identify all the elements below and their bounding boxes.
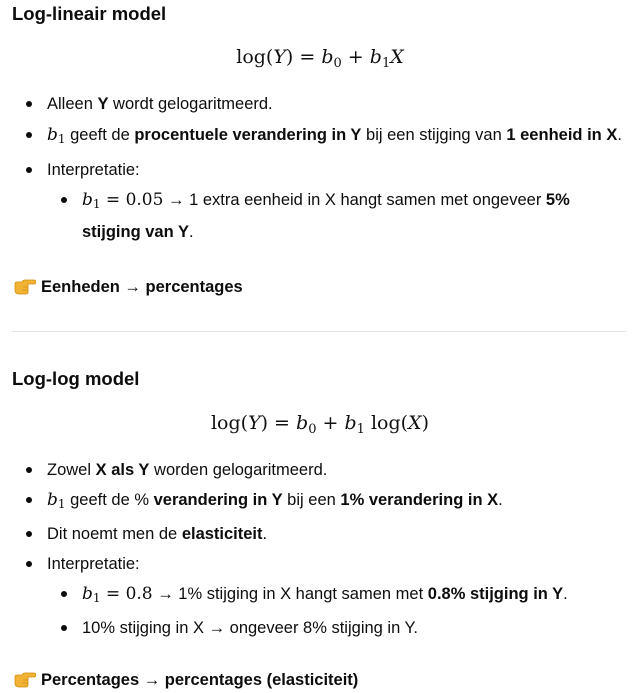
callout-text: Percentages → percentages (elasticiteit) <box>41 671 359 689</box>
divider <box>12 331 626 332</box>
eq-b0: b <box>321 46 334 68</box>
eq-b1: b <box>344 412 357 434</box>
math-b1-value: $b_1 = 0.8$ <box>82 584 153 605</box>
section-log-log <box>12 367 628 391</box>
list-item: 10% stijging in X → ongeveer 8% stijging in Y. <box>12 614 628 642</box>
eq-plus: + <box>341 46 370 68</box>
section-title: Log-lineair model <box>12 3 167 24</box>
eq-x: X <box>408 412 422 434</box>
eq-b1: b <box>369 46 382 68</box>
bullet-list <box>12 90 628 246</box>
eq-sub1: 1 <box>381 56 391 71</box>
callout-log-log <box>12 667 639 693</box>
list-item: $b_1$ geeft de procentuele verandering in Y bij een stijging van 1 eenheid in X. <box>12 121 628 153</box>
section-title: Log-log model <box>12 368 140 389</box>
eq-log: log( <box>210 412 249 434</box>
eq-equals: ) = <box>285 46 322 68</box>
math-b1: $b_1$ <box>47 490 66 511</box>
eq-y: Y <box>248 412 261 434</box>
equation-log-lineair <box>12 43 628 78</box>
eq-b0: b <box>296 412 309 434</box>
list-item: $b_1$ geeft de % verandering in Y bij een 1% verandering in X. <box>12 486 628 518</box>
eq-log-x: log( <box>364 412 409 434</box>
callout-text: Eenheden → percentages <box>41 278 243 296</box>
list-item: Interpretatie: <box>12 550 628 578</box>
list-item: Dit noemt men de elasticiteit. <box>12 520 628 548</box>
eq-sub1: 1 <box>356 422 365 437</box>
eq-equals: ) = <box>260 412 297 434</box>
math-b1-value: $b_1 = 0.05$ <box>82 190 164 211</box>
eq-log: log( <box>236 46 274 68</box>
math-b1: $b_1$ <box>47 125 66 146</box>
eq-plus: + <box>316 412 345 434</box>
list-item: Interpretatie: <box>12 156 628 184</box>
section-log-lineair <box>12 2 628 26</box>
callout-log-lineair <box>12 274 639 300</box>
list-item: $b_1 = 0.8 \to 1\%$ stijging in X hangt samen met 0.8% stijging in Y. <box>12 580 628 612</box>
bullet-list <box>12 456 628 642</box>
equation-log-log <box>12 409 628 444</box>
eq-close: ) <box>421 412 430 434</box>
list-item: Zowel X als Y worden gelogaritmeerd. <box>12 456 628 484</box>
eq-x: X <box>390 46 404 68</box>
backhand-index-pointing-right-icon <box>14 278 36 295</box>
eq-y: Y <box>273 46 286 68</box>
list-item: Alleen Y wordt gelogaritmeerd. <box>12 90 628 118</box>
list-item: $b_1 = 0.05 \to 1$ extra eenheid in X hangt samen met ongeveer 5% stijging van Y. <box>12 186 628 246</box>
eq-sub0: 0 <box>333 56 342 71</box>
backhand-index-pointing-right-icon <box>14 671 36 688</box>
eq-sub0: 0 <box>308 422 317 437</box>
